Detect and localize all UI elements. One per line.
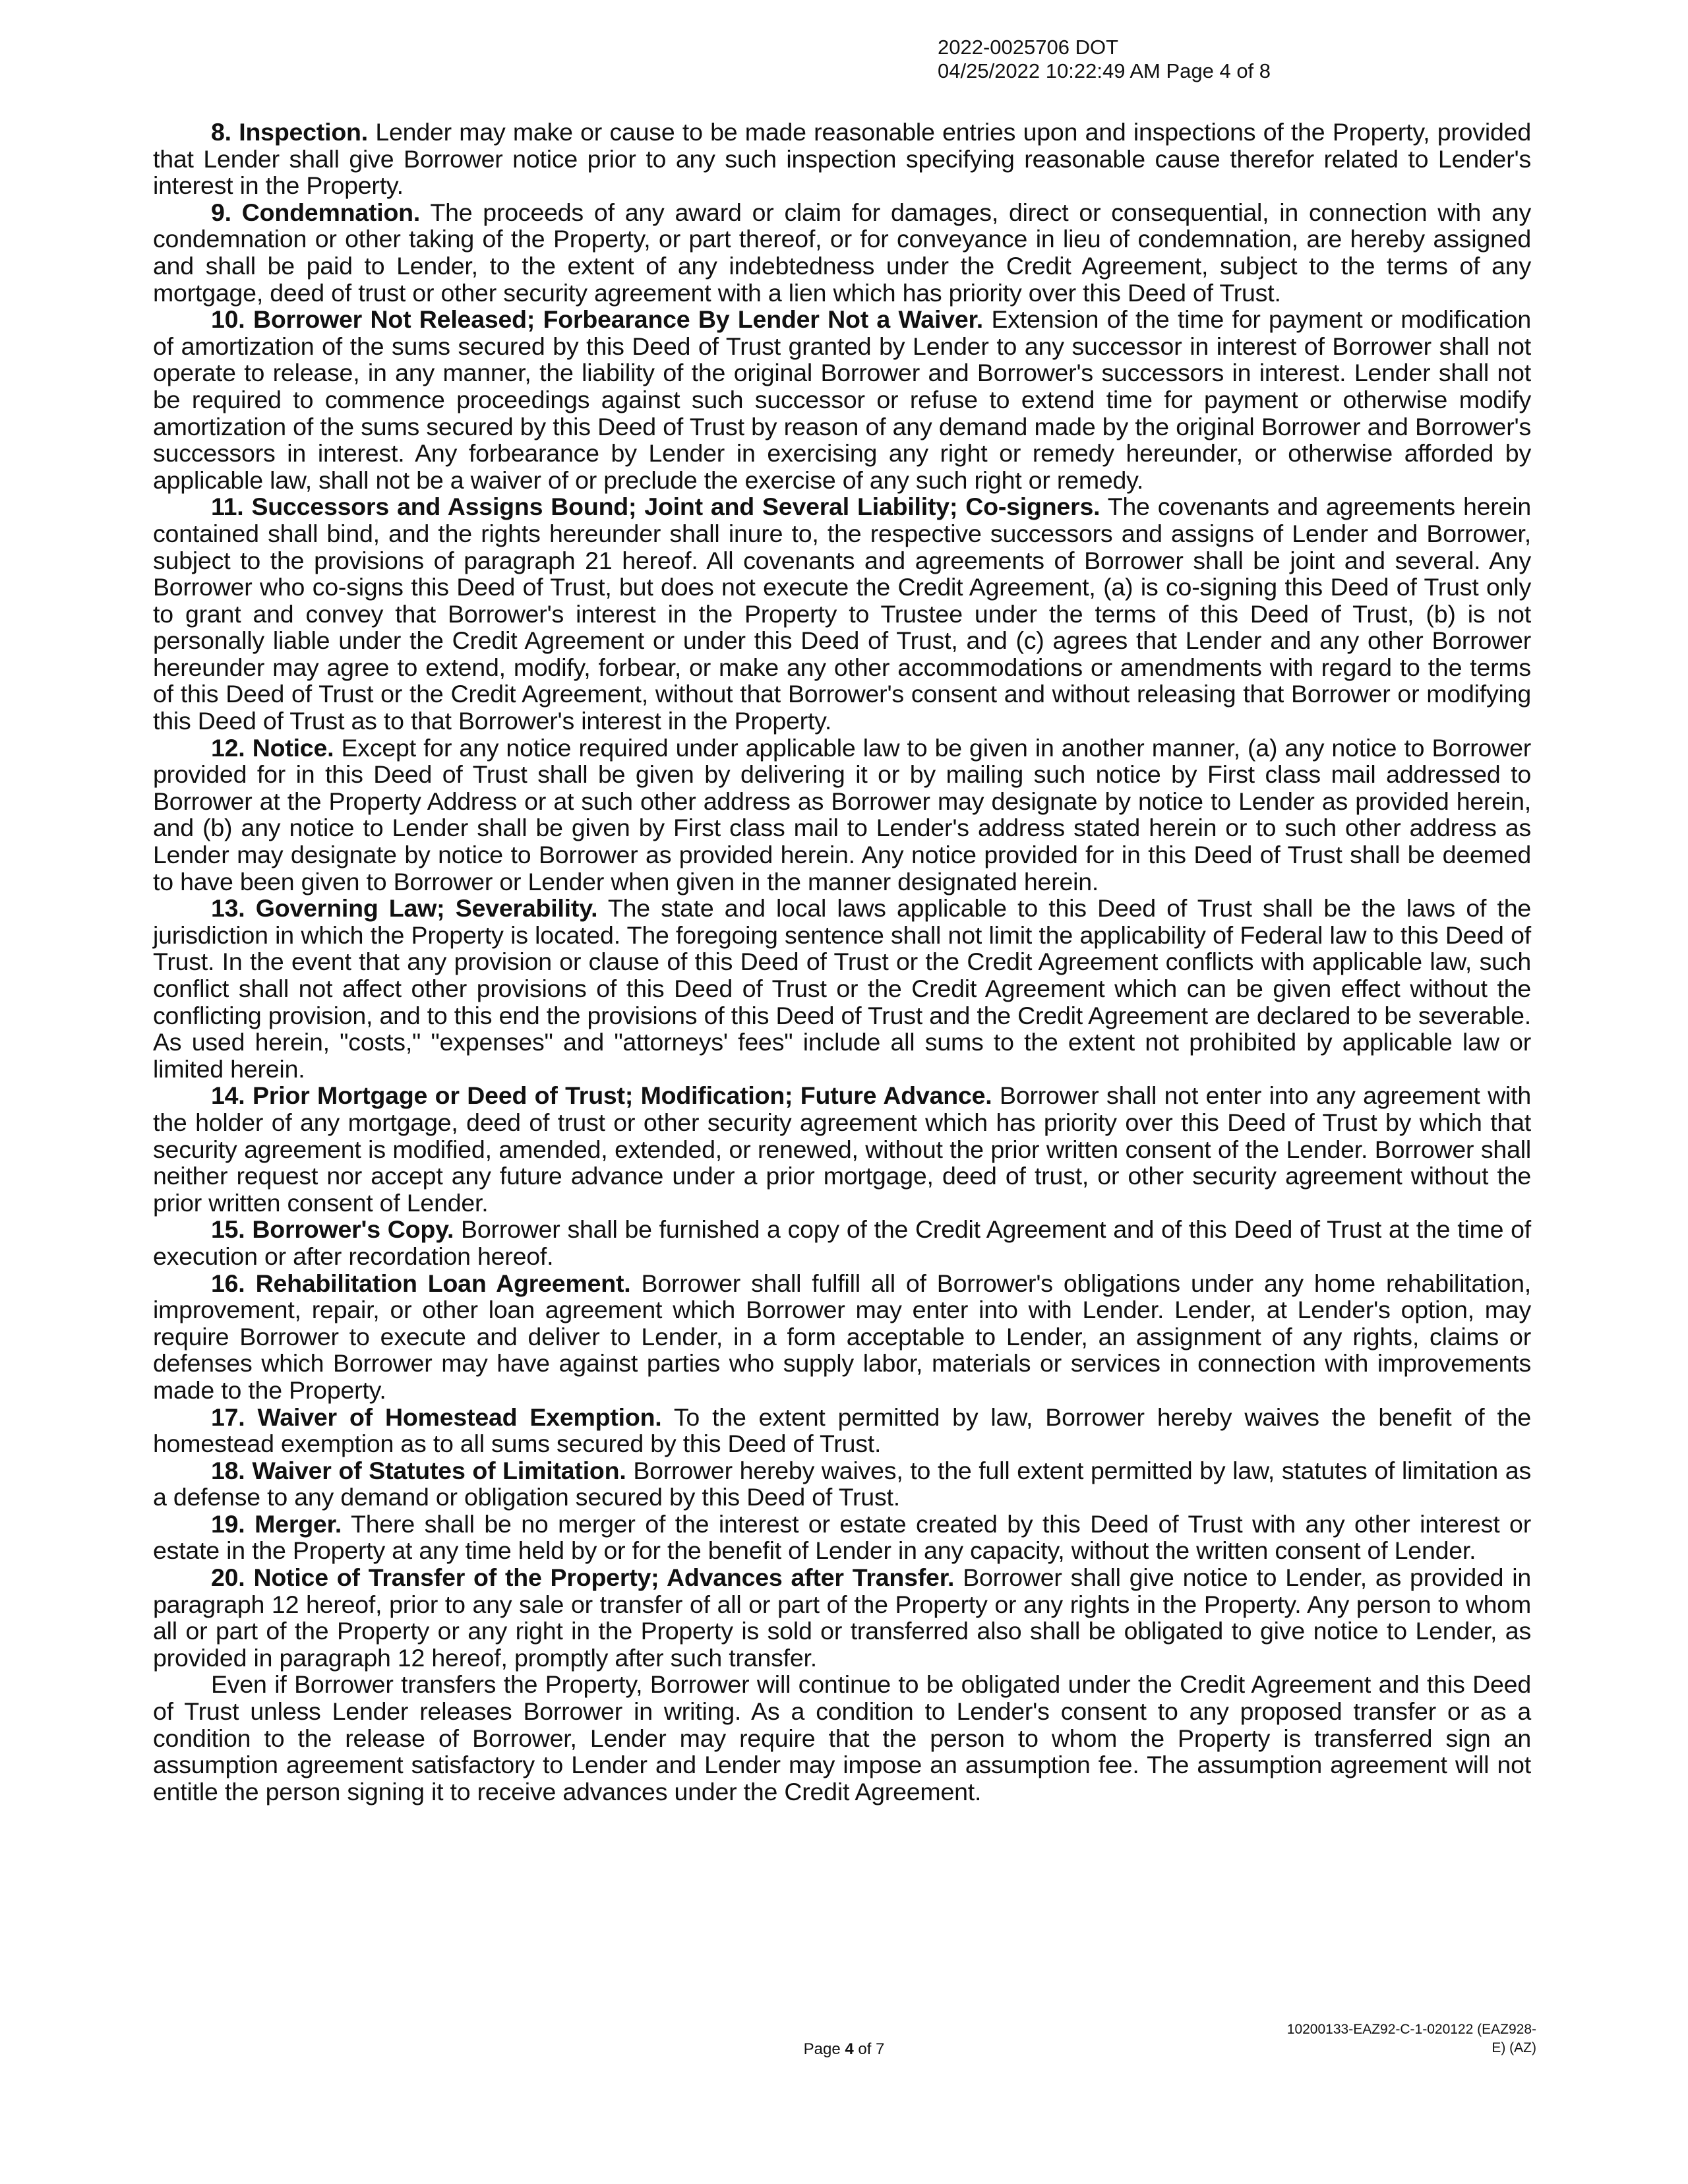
paragraph-text: Borrower shall not enter into any agreement with the holder of any mortgage, deed of trust or other security agreement which has priority over this Deed of Trust by which that security agreement is modified, amended, extended, or renewed, without the prior written consent of the Lender. Borrower shall neither request nor accept any future advance under a prior mortgage, deed of trust, or other security agreement without the prior written consent of Lender. [153, 1081, 1532, 1217]
paragraph-text: Extension of the time for payment or modification of amortization of the sums secured by this Deed of Trust granted by Lender to any successor in interest of Borrower shall not operate to release, in any manner, the liability of the original Borrower and Borrower's successors in interest. Lender shall not be required to commence proceedings against such successor or refuse to extend time for payment or otherwise modify amortization of the sums secured by this Deed of Trust by reason of any demand made by the original Borrower and Borrower's successors in interest. Any forbearance by Lender in exercising any right or remedy hereunder, or otherwise afforded by applicable law, shall not be a waiver of or preclude the exercise of any such right or remedy. [153, 305, 1531, 494]
page-suffix: of 7 [853, 2040, 885, 2058]
paragraph-text: The proceeds of any award or claim for damages, direct or consequential, in connection with any condemnation or other taking of the Property, or part thereof, or for conveyance in lieu of condemnation, are hereby assigned and shall be paid to Lender, to the extent of any indebtedness under the Credit Agreement, subject to the terms of any mortgage, deed of trust or other security agreement with a lien which has priority over this Deed of Trust. [153, 198, 1531, 307]
paragraph-15-borrowers-copy [153, 1216, 1531, 1269]
paragraph-9-condemnation [153, 199, 1531, 306]
page-number: 4 [845, 2040, 854, 2058]
page-prefix: Page [803, 2040, 845, 2058]
paragraph-heading: 18. Waiver of Statutes of Limitation. [211, 1456, 626, 1484]
paragraph-text: The covenants and agreements herein contained shall bind, and the rights hereunder shall inure to, the respective successors and assigns of Lender and Borrower, subject to the provisions of paragraph 21 hereof. All covenants and agreements of Borrower shall be joint and several. Any Borrower who co-signs this Deed of Trust, but does not execute the Credit Agreement, (a) is co-signing this Deed of Trust only to grant and convey that Borrower's interest in the Property to Trustee under the terms of this Deed of Trust, (b) is not personally liable under the Credit Agreement or under this Deed of Trust, and (c) agrees that Lender and any other Borrower hereunder may agree to extend, modify, forbear, or make any other accommodations or amendments with regard to the terms of this Deed of Trust or the Credit Agreement, without that Borrower's consent and without releasing that Borrower or modifying this Deed of Trust as to that Borrower's interest in the Property. [153, 493, 1531, 735]
paragraph-text: Borrower shall be furnished a copy of the Credit Agreement and of this Deed of Trust at the time of execution or after recordation hereof. [153, 1215, 1531, 1270]
paragraph-text: To the extent permitted by law, Borrower hereby waives the benefit of the homestead exemption as to all sums secured by this Deed of Trust. [153, 1403, 1531, 1458]
paragraph-13-governing-law [153, 895, 1531, 1082]
form-code-line: 10200133-EAZ92-C-1-020122 (EAZ928- [1286, 2022, 1536, 2037]
paragraph-text: There shall be no merger of the interest or estate created by this Deed of Trust with any other interest or estate in the Property at any time held by or for the benefit of Lender in any capacity, without the written consent of Lender. [153, 1509, 1531, 1565]
paragraph-text: Borrower hereby waives, to the full extent permitted by law, statutes of limitation as a defense to any demand or obligation secured by this Deed of Trust. [153, 1456, 1532, 1511]
paragraph-text: Borrower shall fulfill all of Borrower's obligations under any home rehabilitation, improvement, repair, or other loan agreement which Borrower may enter into with Lender. Lender, at Lender's option, may require Borrower to execute and deliver to Lender, in a form acceptable to Lender, an assignment of any rights, claims or defenses which Borrower may have against parties who supply labor, materials or services in connection with improvements made to the Property. [153, 1269, 1532, 1404]
paragraph-heading: 9. Condemnation. [211, 198, 421, 226]
form-code [1253, 2020, 1536, 2057]
paragraph-16-rehabilitation-loan [153, 1270, 1531, 1404]
paragraph-text: Except for any notice required under applicable law to be given in another manner, (a) any notice to Borrower provided for in this Deed of Trust shall be given by delivering it or by mailing such notice by First class mail addressed to Borrower at the Property Address or at such other address as Borrower may designate by notice to Lender as provided herein, and (b) any notice to Lender shall be given by First class mail to Lender's address stated herein or to such other address as Lender may designate by notice to Borrower as provided herein. Any notice provided for in this Deed of Trust shall be deemed to have been given to Borrower or Lender when given in the manner designated herein. [153, 733, 1532, 895]
paragraph-text: The state and local laws applicable to this Deed of Trust shall be the laws of the jurisdiction in which the Property is located. The foregoing sentence shall not limit the applicability of Federal law to this Deed of Trust. In the event that any provision or clause of this Deed of Trust or the Credit Agreement conflicts with applicable law, such conflict shall not affect other provisions of this Deed of Trust or the Credit Agreement which can be given effect without the conflicting provision, and to this end the provisions of this Deed of Trust and the Credit Agreement are declared to be severable. As used herein, "costs," "expenses" and "attorneys' fees" include all sums to the extent not prohibited by applicable law or limited herein. [153, 894, 1532, 1083]
document-body [153, 119, 1531, 1805]
paragraph-12-notice [153, 735, 1531, 895]
recording-date-line: 04/25/2022 10:22:49 AM Page 4 of 8 [938, 59, 1271, 82]
paragraph-text: Borrower shall give notice to Lender, as provided in paragraph 12 hereof, prior to any sale or transfer of all or part of the Property or any rights in the Property. Any person to whom all or part of the Property or any right in the Property is sold or transferred also shall be obligated to give notice to Lender, as provided in paragraph 12 hereof, promptly after such transfer. [153, 1563, 1532, 1672]
recording-stamp [938, 36, 1271, 83]
paragraph-8-inspection [153, 119, 1531, 199]
paragraph-text: Lender may make or cause to be made reasonable entries upon and inspections of the Property, provided that Lender shall give Borrower notice prior to any such inspection specifying reasonable cause therefor related to Lender's interest in the Property. [153, 118, 1531, 200]
recording-doc-number: 2022-0025706 DOT [938, 36, 1119, 59]
paragraph-10-borrower-not-released [153, 306, 1531, 493]
paragraph-20-continued [153, 1671, 1531, 1805]
paragraph-heading: 15. Borrower's Copy. [211, 1215, 454, 1244]
paragraph-heading: 20. Notice of Transfer of the Property; Advances after Transfer. [211, 1563, 955, 1592]
paragraph-14-prior-mortgage [153, 1082, 1531, 1216]
paragraph-heading: 12. Notice. [211, 733, 334, 762]
paragraph-heading: 17. Waiver of Homestead Exemption. [211, 1403, 662, 1431]
paragraph-heading: 19. Merger. [211, 1509, 342, 1538]
paragraph-text: Even if Borrower transfers the Property, Borrower will continue to be obligated under the Credit Agreement and this Deed of Trust unless Lender releases Borrower in writing. As a condition to Lender's consent to any proposed transfer or as a condition to the release of Borrower, Lender may require that the person to whom the Property is transferred sign an assumption agreement satisfactory to Lender and Lender may impose an assumption fee. The assumption agreement will not entitle the person signing it to receive advances under the Credit Agreement. [153, 1670, 1531, 1805]
paragraph-19-merger [153, 1511, 1531, 1564]
paragraph-heading: 10. Borrower Not Released; Forbearance By Lender Not a Waiver. [211, 305, 984, 334]
paragraph-17-homestead-exemption [153, 1404, 1531, 1457]
paragraph-18-statutes-of-limitation [153, 1457, 1531, 1511]
paragraph-11-successors-and-assigns [153, 493, 1531, 734]
paragraph-heading: 14. Prior Mortgage or Deed of Trust; Modification; Future Advance. [211, 1081, 992, 1110]
paragraph-heading: 16. Rehabilitation Loan Agreement. [211, 1269, 631, 1297]
paragraph-heading: 13. Governing Law; Severability. [211, 894, 598, 923]
paragraph-heading: 8. Inspection. [211, 118, 368, 146]
paragraph-20-notice-of-transfer [153, 1564, 1531, 1671]
form-code-line: E) (AZ) [1492, 2040, 1536, 2055]
paragraph-heading: 11. Successors and Assigns Bound; Joint and Several Liability; Co-signers. [211, 493, 1100, 521]
